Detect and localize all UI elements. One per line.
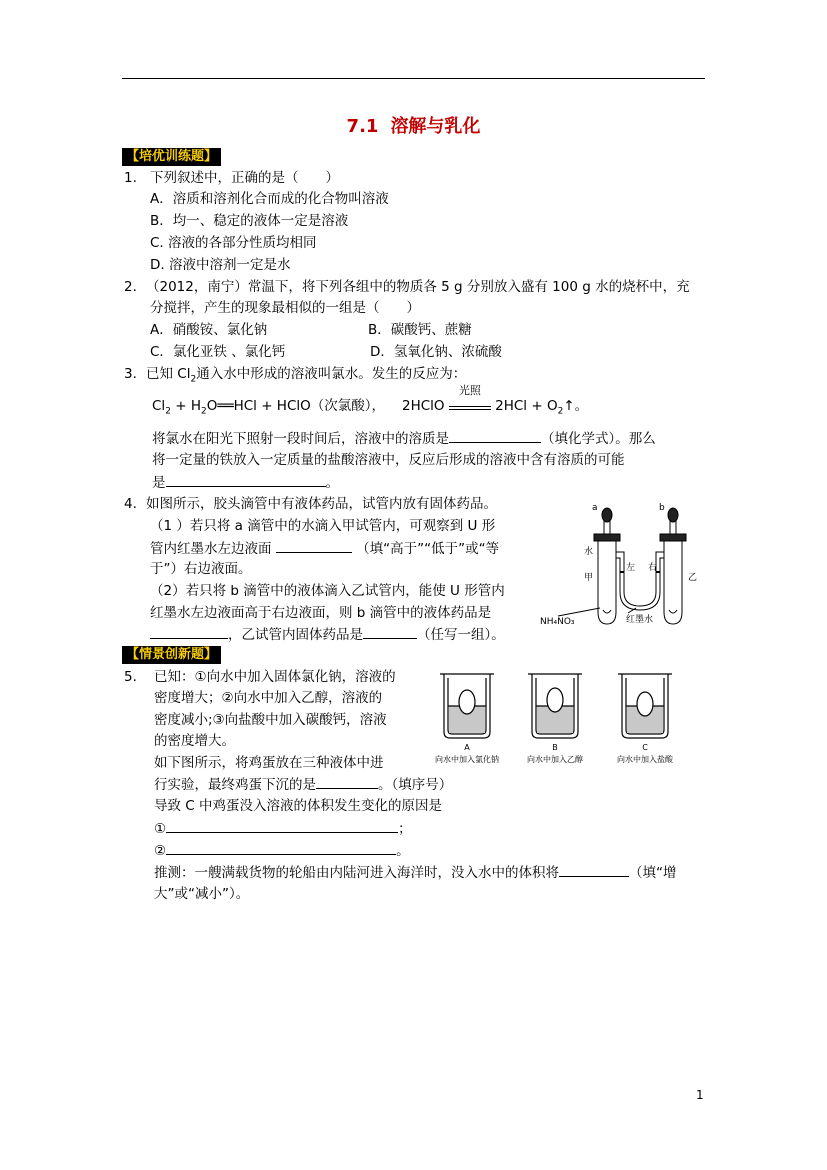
q5-c1-end: ；	[398, 821, 412, 837]
beaker-c	[618, 674, 672, 738]
fig-label-yi: 乙	[688, 573, 698, 583]
q1-stem: 下列叙述中，正确的是（ ）	[150, 170, 339, 186]
q5-infer-b: （填“增	[629, 865, 677, 881]
q5-line4: 的密度增大。	[154, 733, 235, 749]
q4-apparatus-figure	[540, 500, 720, 630]
q5-beakers-figure	[428, 666, 698, 770]
q3-p3-text: 是	[152, 475, 166, 491]
q3-p1-text: 将氯水在阳光下照射一段时间后，溶液中的溶质是	[152, 431, 449, 447]
fig-label-jia: 甲	[584, 573, 594, 583]
beaker-c-label: C	[642, 743, 648, 752]
q3-equation-2	[402, 384, 589, 422]
section-label-scenario: 【情景创新题】	[122, 646, 221, 664]
q5-c2-end: 。	[396, 843, 410, 859]
eq1-sub-2: 2	[200, 406, 207, 417]
q3-para-line2: 将一定量的铁放入一定质量的盐酸溶液中，反应后形成的溶液中含有溶质的可能	[152, 452, 625, 468]
dropper-a-bulb	[602, 508, 612, 522]
q3-para-line1	[152, 428, 656, 449]
page-title	[0, 112, 827, 138]
eq2-condition-label: 光照	[458, 384, 481, 397]
eq2-part-a: 2HClO	[402, 398, 445, 414]
q3-equation-1	[152, 396, 385, 422]
q1-option-c: C. 溶液的各部分性质均相同	[150, 235, 317, 251]
eq2-double-line	[449, 406, 491, 410]
q3-number: 3．	[124, 366, 147, 382]
q5-line1: 已知：①向水中加入固体氯化钠，溶液的	[154, 669, 396, 685]
q3-stem-b: 通入水中形成的溶液叫氯水。发生的反应为：	[196, 366, 467, 382]
q5-blank-4[interactable]	[559, 862, 629, 877]
stopper-left	[594, 534, 620, 541]
q5-infer-a: 推测：一艘满载货物的轮船由内陆河进入海洋时，没入水中的体积将	[154, 865, 559, 881]
q4-blank-2[interactable]	[150, 624, 228, 639]
q5-line2: 密度增大；②向水中加入乙醇，溶液的	[154, 690, 383, 706]
beaker-c-caption: 向水中加入盐酸	[617, 755, 673, 764]
fig-label-you: 右	[648, 563, 658, 573]
q5-line6	[154, 774, 452, 795]
beaker-b	[528, 674, 582, 738]
q5-inference-line1	[154, 862, 677, 883]
stopper-right	[660, 534, 686, 541]
eq2-condition	[449, 384, 491, 410]
q3-stem-a: 已知 Cl	[146, 366, 191, 382]
q2-option-d: D．氢氧化钠、浓硫酸	[370, 344, 502, 360]
q1-option-d: D. 溶液中溶剂一定是水	[150, 257, 291, 273]
page-number: 1	[696, 1088, 704, 1102]
dropper-b-bulb	[668, 508, 678, 522]
q2-option-c: C．氯化亚铁 、氯化钙	[150, 344, 286, 360]
beaker-a	[440, 674, 494, 738]
solid-pointer	[558, 608, 600, 616]
beaker-a-label: A	[464, 743, 470, 752]
q4-l6a: ，乙试管内固体药品是	[228, 627, 363, 643]
eq2-part-b: 2HCl + O	[495, 398, 558, 414]
q5-inference-line2: 大”或“减小”）。	[154, 886, 250, 902]
beaker-b-caption: 向水中加入乙醇	[527, 755, 583, 764]
q1-option-b: B．均一、稳定的液体一定是溶液	[150, 213, 349, 229]
q4-blank-3[interactable]	[363, 624, 417, 639]
q5-l6b: 。（填序号）	[378, 777, 453, 793]
q3-p1-end: （填化学式）。那么	[541, 431, 656, 447]
q2-stem-line1: （2012，南宁）常温下，将下列各组中的物质各 5 g 分别放入盛有 100 g 水的烧杯中，充	[146, 279, 690, 295]
q3-stem	[146, 364, 466, 390]
q4-l6b: （任写一组）。	[417, 627, 505, 643]
title-text: 溶解与乳化	[390, 116, 481, 137]
eq2-sub: 2	[557, 406, 564, 417]
q4-line5: 红墨水左边液面高于右边液面，则 b 滴管中的液体药品是	[150, 605, 492, 621]
q2-option-b: B．碳酸钙、蔗糖	[368, 322, 472, 338]
q4-line2	[150, 538, 499, 559]
q4-number: 4.	[124, 496, 137, 512]
q3-blank-2[interactable]	[166, 472, 326, 487]
q2-stem-line2: 分搅拌，产生的现象最相似的一组是（ ）	[150, 300, 420, 316]
q5-blank-2[interactable]	[166, 818, 398, 833]
q5-c2-mark: ②	[154, 843, 167, 859]
u-tube-outer	[616, 552, 664, 606]
beaker-b-label: B	[552, 743, 558, 752]
q5-l6a: 行实验，最终鸡蛋下沉的是	[154, 777, 316, 793]
q5-c1-mark: ①	[154, 821, 167, 837]
fig-label-zuo: 左	[626, 563, 636, 573]
fig-label-ink: 红墨水	[626, 615, 654, 625]
eq1-part-a: Cl	[152, 398, 166, 414]
q4-stem: 如图所示，胶头滴管中有液体药品，试管内放有固体药品。	[146, 496, 497, 512]
eq1-part-b: + H	[170, 398, 201, 414]
q5-number: 5.	[124, 669, 137, 685]
q5-blank-3[interactable]	[166, 840, 396, 855]
eq1-sub-1: 2	[165, 406, 171, 417]
q1-number: 1.	[124, 170, 137, 186]
fig-label-b: b	[659, 503, 665, 513]
fig-label-a: a	[592, 503, 598, 513]
eq1-part-c: O══HCl + HClO（次氯酸），	[206, 398, 386, 414]
q4-l2a: 管内红墨水左边液面	[150, 541, 272, 557]
eq2-part-c: ↑。	[563, 398, 589, 414]
fig-label-solid: NH₄NO₃	[540, 617, 575, 627]
beaker-a-caption: 向水中加入氯化钠	[435, 755, 499, 764]
q3-p3-end: 。	[325, 475, 339, 491]
q4-line1: （1 ）若只将 a 滴管中的水滴入甲试管内，可观察到 U 形	[150, 518, 496, 534]
solid-yi	[669, 610, 677, 613]
q2-option-a: A．硝酸铵、氯化钠	[150, 322, 268, 338]
fig-label-water: 水	[584, 547, 594, 557]
test-tube-yi	[664, 540, 682, 624]
q5-cause-1	[154, 818, 412, 839]
q5-cause-2	[154, 840, 410, 861]
q4-line6	[150, 624, 505, 645]
q2-number: 2．	[124, 279, 147, 295]
header-rule	[122, 78, 705, 79]
q5-line5: 如下图所示，将鸡蛋放在三种液体中进	[154, 755, 384, 771]
q1-option-a: A．溶质和溶剂化合而成的化合物叫溶液	[150, 191, 389, 207]
q4-line4: （2）若只将 b 滴管中的液体滴入乙试管内，能使 U 形管内	[150, 583, 505, 599]
test-tube-jia	[598, 540, 616, 624]
q4-l2b: （填“高于”“低于”或“等	[356, 541, 500, 557]
q5-blank-1[interactable]	[316, 774, 378, 789]
q4-line3: 于”）右边液面。	[150, 561, 252, 577]
q3-blank-1[interactable]	[449, 428, 541, 443]
solid-jia	[603, 610, 611, 613]
section-label-training: 【培优训练题】	[122, 148, 221, 166]
title-number: 7.1	[346, 116, 379, 137]
q3-stem-sub: 2	[190, 374, 197, 385]
q3-para-line3	[152, 472, 339, 493]
q4-blank-1[interactable]	[276, 538, 352, 553]
q5-line7: 导致 C 中鸡蛋没入溶液的体积发生变化的原因是	[154, 798, 443, 814]
q5-line3: 密度减小;③向盐酸中加入碳酸钙，溶液	[154, 712, 387, 728]
